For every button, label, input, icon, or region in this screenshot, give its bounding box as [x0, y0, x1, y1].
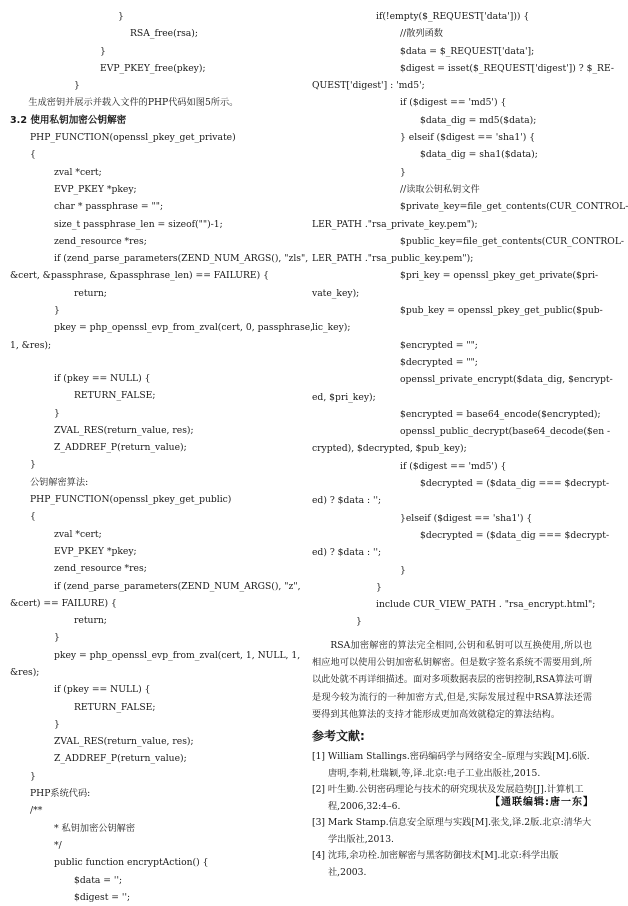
code-line: $digest = ''; [74, 891, 131, 903]
code-line: } elseif ($digest == 'sha1') { [400, 132, 536, 144]
code-tail-block [10, 8, 296, 94]
code-line: } [356, 616, 362, 628]
code-line: size_t passphrase_len = sizeof("")-1; [54, 218, 223, 230]
reference-item: [4] 沈玮,余功栓.加密解密与黑客防御技术[M].北京:科学出版社,2003. [312, 850, 559, 878]
code-line: PHP系统代码: [30, 788, 91, 800]
code-line: }elseif ($digest == 'sha1') { [400, 512, 533, 524]
code-line: zend_resource *res; [54, 563, 147, 575]
code-line: zval *cert; [54, 166, 102, 178]
reference-item: [3] Mark Stamp.信息安全原理与实践[M].张戈,译.2版.北京:清华大学出版社,2013. [312, 817, 592, 845]
code-line: } [376, 581, 382, 593]
code-line: $encrypted = ""; [400, 339, 478, 351]
code-line: pkey = php_openssl_evp_from_zval(cert, 0, passphrase, [54, 322, 314, 334]
code-line: vate_key); [312, 287, 360, 299]
code-line: &cert) == FAILURE) { [10, 597, 117, 609]
code-line: PHP_FUNCTION(openssl_pkey_get_private) [30, 132, 236, 144]
code-line: ZVAL_RES(return_value, res); [54, 736, 194, 748]
code-line: public function encryptAction() { [54, 857, 209, 869]
code-line: return; [74, 287, 107, 299]
code-line: } [400, 564, 406, 576]
code-line: EVP_PKEY *pkey; [54, 183, 137, 195]
code-line: } [54, 407, 60, 419]
intro-sentence: 生成密钥并展示并载入文件的PHP代码如图5所示。 [28, 97, 239, 109]
code-line: $data_dig = sha1($data); [420, 149, 538, 161]
code-line: ZVAL_RES(return_value, res); [54, 424, 194, 436]
code-line: Z_ADDREF_P(return_value); [54, 442, 187, 454]
code-line: //读取公钥私钥文件 [400, 183, 480, 195]
editor-footer: 【通联编辑:唐一东】 [490, 797, 594, 808]
code-line: $decrypted = ""; [400, 356, 478, 368]
code-line: if ($digest == 'md5') { [400, 97, 507, 109]
code-line: $private_key=file_get_contents(CUR_CONTROL- [400, 201, 628, 213]
code-line: $encrypted = base64_encode($encrypted); [400, 408, 601, 420]
code-line: 公钥解密算法: [30, 476, 89, 488]
code-line: $pub_key = openssl_pkey_get_public($pub- [400, 305, 603, 317]
code-line: $pri_key = openssl_pkey_get_private($pri- [400, 270, 599, 282]
code-line: * 私钥加密公钥解密 [54, 822, 136, 834]
right-column [312, 8, 628, 881]
public-key-code-block [10, 370, 301, 906]
code-line: } [54, 632, 60, 644]
code-line: RETURN_FALSE; [74, 701, 156, 713]
code-line: } [30, 770, 36, 782]
code-line: } [400, 166, 406, 178]
code-line: $data = ''; [74, 874, 123, 886]
code-line: LER_PATH ."rsa_public_key.pem"); [312, 253, 474, 265]
code-line: if(!empty($_REQUEST['data'])) { [376, 11, 530, 22]
code-line: $decrypted = ($data_dig === $decrypt- [420, 529, 610, 541]
code-line: if (zend_parse_parameters(ZEND_NUM_ARGS(), "z", [54, 580, 301, 592]
code-line: $data = $_REQUEST['data']; [400, 45, 535, 57]
code-line: QUEST['digest'] : 'md5'; [312, 80, 425, 92]
code-line: if (zend_parse_parameters(ZEND_NUM_ARGS(), "zls", [54, 253, 309, 265]
code-line: } [54, 718, 60, 730]
code-line: EVP_PKEY *pkey; [54, 545, 137, 557]
body-paragraph: RSA加密解密的算法完全相同,公钥和私钥可以互换使用,所以也相应地可以使用公钥加密私钥解密。但是数字签名系统不需要用到,所以此处就不再详细描述。面对多项数据表层的密钥控制,RSA算法可谓是现今较为流行的一种加密方式,但是,实际发展过程中RSA算法还需要得到其他算法的支持才能形成更加高效就稳定的算法结构。 [312, 639, 593, 720]
code-line: 1, &res); [10, 339, 52, 351]
code-line: if (pkey == NULL) { [54, 684, 151, 696]
code-line: if (pkey == NULL) { [54, 372, 151, 384]
code-line: $digest = isset($_REQUEST['digest']) ? $_RE- [400, 62, 614, 74]
code-line: /** [30, 805, 43, 817]
code-gap [10, 354, 296, 370]
code-line: lic_key); [312, 322, 351, 334]
code-line: PHP_FUNCTION(openssl_pkey_get_public) [30, 494, 232, 506]
code-line: $public_key=file_get_contents(CUR_CONTROL- [400, 235, 625, 247]
code-line: $decrypted = ($data_dig === $decrypt- [420, 478, 610, 490]
code-line: $data_dig = md5($data); [420, 114, 537, 126]
code-line: if ($digest == 'md5') { [400, 460, 507, 472]
code-line: ed) ? $data : ''; [312, 547, 382, 559]
code-line: return; [74, 615, 107, 627]
code-line: pkey = php_openssl_evp_from_zval(cert, 1, NULL, 1, [54, 649, 301, 661]
code-line: ed) ? $data : ''; [312, 495, 382, 507]
reference-item: [2] 叶生勤.公钥密码理论与技术的研究现状及发展趋势[J].计算机工程,2006,32:4–6. [312, 784, 584, 812]
code-line: { [30, 149, 36, 161]
code-line: openssl_private_encrypt($data_dig, $encrypt- [400, 374, 613, 386]
code-line: { [30, 511, 36, 523]
code-line: } [74, 80, 80, 92]
code-line: } [30, 459, 36, 471]
code-line: &cert, &passphrase, &passphrase_len) == FAILURE) { [10, 270, 269, 282]
reference-item: [1] William Stallings.密码编码学与网络安全–原理与实践[M].6版.唐明,李莉,杜瑞颖,等,译.北京:电子工业出版社,2015. [312, 751, 590, 779]
code-line: //散列函数 [400, 28, 443, 40]
code-line: zval *cert; [54, 528, 102, 540]
code-line: EVP_PKEY_free(pkey); [100, 62, 206, 74]
section-heading: 3.2 使用私钥加密公钥解密 [10, 114, 127, 126]
references-heading: 参考文献: [312, 729, 365, 744]
code-line: RSA_free(rsa); [130, 28, 198, 40]
code-line: char * passphrase = ""; [54, 201, 164, 213]
code-line: } [100, 45, 106, 57]
code-line: } [54, 305, 60, 317]
code-line: include CUR_VIEW_PATH . "rsa_encrypt.html"; [376, 599, 596, 611]
left-column [10, 8, 314, 906]
code-line: Z_ADDREF_P(return_value); [54, 753, 187, 765]
code-line: &res); [10, 666, 40, 678]
code-line: ed, $pri_key); [312, 391, 376, 403]
private-key-code-block [10, 129, 314, 354]
code-line: RETURN_FALSE; [74, 390, 156, 402]
code-line: crypted), $decrypted, $pub_key); [312, 443, 467, 455]
code-line: zend_resource *res; [54, 235, 147, 247]
code-line: } [118, 11, 124, 22]
encrypt-action-code-block [312, 8, 628, 631]
code-line: LER_PATH ."rsa_private_key.pem"); [312, 218, 478, 230]
code-line: openssl_public_decrypt(base64_decode($en - [400, 426, 611, 438]
references-list [312, 749, 592, 881]
code-line: */ [54, 839, 62, 851]
